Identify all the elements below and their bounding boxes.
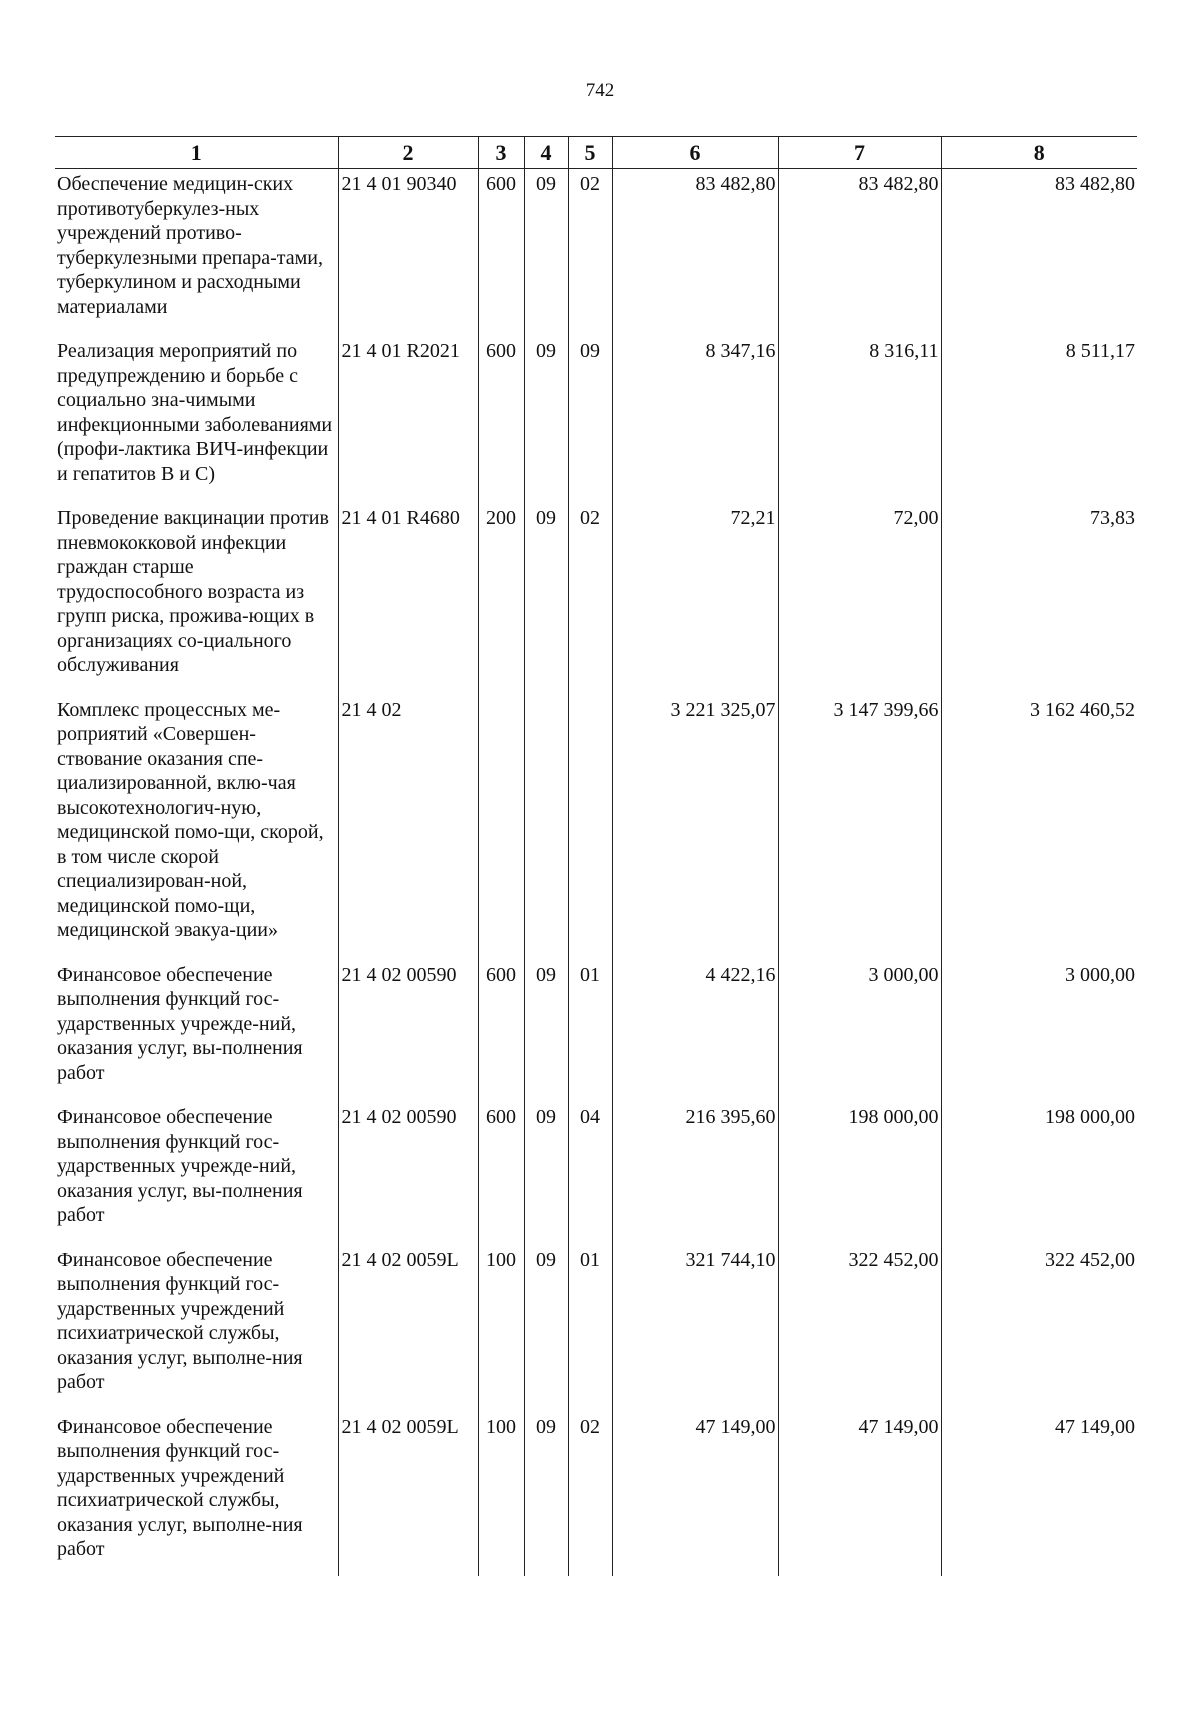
table-row — [55, 503, 1137, 695]
target-code: 21 4 01 R2021 — [338, 336, 478, 503]
page-number: 742 — [585, 80, 615, 101]
expense-name: Финансовое обеспечение выполнения функций гос-ударственных учрежде-ний, оказания услуг, вы-полнения работ — [55, 960, 338, 1103]
target-code: 21 4 02 0059L — [338, 1412, 478, 1576]
amount-col-6: 83 482,80 — [612, 169, 778, 337]
table-row — [55, 960, 1137, 1103]
amount-col-7: 3 000,00 — [778, 960, 941, 1103]
amount-col-8: 73,83 — [941, 503, 1137, 695]
subsection-code: 02 — [568, 1412, 612, 1576]
amount-col-8: 83 482,80 — [941, 169, 1137, 337]
section-code: 09 — [524, 336, 568, 503]
column-header-6: 6 — [612, 137, 778, 169]
expense-type-code: 100 — [478, 1412, 524, 1576]
table-row — [55, 336, 1137, 503]
column-header-5: 5 — [568, 137, 612, 169]
expense-type-code: 600 — [478, 1102, 524, 1245]
expense-name: Обеспечение медицин-ских противотуберкулез-ных учреждений противо-туберкулезными препара-тами, туберкулином и расходными материалами — [55, 169, 338, 337]
table-row — [55, 169, 1137, 337]
expense-type-code: 600 — [478, 169, 524, 337]
amount-col-6: 321 744,10 — [612, 1245, 778, 1412]
amount-col-6: 8 347,16 — [612, 336, 778, 503]
amount-col-7: 8 316,11 — [778, 336, 941, 503]
table-row — [55, 1102, 1137, 1245]
amount-col-7: 3 147 399,66 — [778, 695, 941, 960]
table-row — [55, 695, 1137, 960]
header-row — [55, 137, 1137, 169]
amount-col-7: 72,00 — [778, 503, 941, 695]
section-code: 09 — [524, 1412, 568, 1576]
subsection-code: 09 — [568, 336, 612, 503]
expense-type-code — [478, 695, 524, 960]
amount-col-6: 216 395,60 — [612, 1102, 778, 1245]
target-code: 21 4 02 0059L — [338, 1245, 478, 1412]
amount-col-7: 322 452,00 — [778, 1245, 941, 1412]
section-code: 09 — [524, 503, 568, 695]
column-header-2: 2 — [338, 137, 478, 169]
amount-col-6: 47 149,00 — [612, 1412, 778, 1576]
subsection-code: 02 — [568, 503, 612, 695]
section-code: 09 — [524, 960, 568, 1103]
amount-col-8: 8 511,17 — [941, 336, 1137, 503]
column-header-7: 7 — [778, 137, 941, 169]
table-row — [55, 1412, 1137, 1576]
table-row — [55, 1245, 1137, 1412]
target-code: 21 4 01 90340 — [338, 169, 478, 337]
column-header-3: 3 — [478, 137, 524, 169]
section-code: 09 — [524, 169, 568, 337]
column-header-8: 8 — [941, 137, 1137, 169]
amount-col-6: 3 221 325,07 — [612, 695, 778, 960]
expense-name: Проведение вакцинации против пневмококковой инфекции граждан старше трудоспособного возраста из групп риска, прожива-ющих в организациях со-циального обслуживания — [55, 503, 338, 695]
subsection-code: 01 — [568, 960, 612, 1103]
expense-name: Комплекс процессных ме-роприятий «Совершен-ствование оказания спе-циализированной, вклю-чая высокотехнологич-ную, медицинской помо-щи, скорой, в том числе скорой специализирован-ной, медицинской помо-щи, медицинской эвакуа-ции» — [55, 695, 338, 960]
subsection-code: 02 — [568, 169, 612, 337]
section-code: 09 — [524, 1245, 568, 1412]
amount-col-7: 83 482,80 — [778, 169, 941, 337]
amount-col-8: 198 000,00 — [941, 1102, 1137, 1245]
amount-col-8: 47 149,00 — [941, 1412, 1137, 1576]
expense-type-code: 600 — [478, 336, 524, 503]
budget-table — [55, 136, 1137, 1576]
section-code: 09 — [524, 1102, 568, 1245]
amount-col-8: 3 162 460,52 — [941, 695, 1137, 960]
expense-type-code: 100 — [478, 1245, 524, 1412]
amount-col-6: 4 422,16 — [612, 960, 778, 1103]
amount-col-8: 322 452,00 — [941, 1245, 1137, 1412]
target-code: 21 4 01 R4680 — [338, 503, 478, 695]
column-header-1: 1 — [55, 137, 338, 169]
subsection-code — [568, 695, 612, 960]
column-header-4: 4 — [524, 137, 568, 169]
target-code: 21 4 02 00590 — [338, 1102, 478, 1245]
target-code: 21 4 02 00590 — [338, 960, 478, 1103]
expense-type-code: 200 — [478, 503, 524, 695]
amount-col-7: 47 149,00 — [778, 1412, 941, 1576]
expense-type-code: 600 — [478, 960, 524, 1103]
expense-name: Реализация мероприятий по предупреждению и борьбе с социально зна-чимыми инфекционными заболеваниями (профи-лактика ВИЧ-инфекции и гепатитов В и С) — [55, 336, 338, 503]
section-code — [524, 695, 568, 960]
subsection-code: 01 — [568, 1245, 612, 1412]
target-code: 21 4 02 — [338, 695, 478, 960]
expense-name: Финансовое обеспечение выполнения функций гос-ударственных учрежде-ний, оказания услуг, вы-полнения работ — [55, 1102, 338, 1245]
amount-col-8: 3 000,00 — [941, 960, 1137, 1103]
subsection-code: 04 — [568, 1102, 612, 1245]
expense-name: Финансовое обеспечение выполнения функций гос-ударственных учреждений психиатрической службы, оказания услуг, выполне-ния работ — [55, 1412, 338, 1576]
amount-col-7: 198 000,00 — [778, 1102, 941, 1245]
amount-col-6: 72,21 — [612, 503, 778, 695]
expense-name: Финансовое обеспечение выполнения функций гос-ударственных учреждений психиатрической службы, оказания услуг, выполне-ния работ — [55, 1245, 338, 1412]
